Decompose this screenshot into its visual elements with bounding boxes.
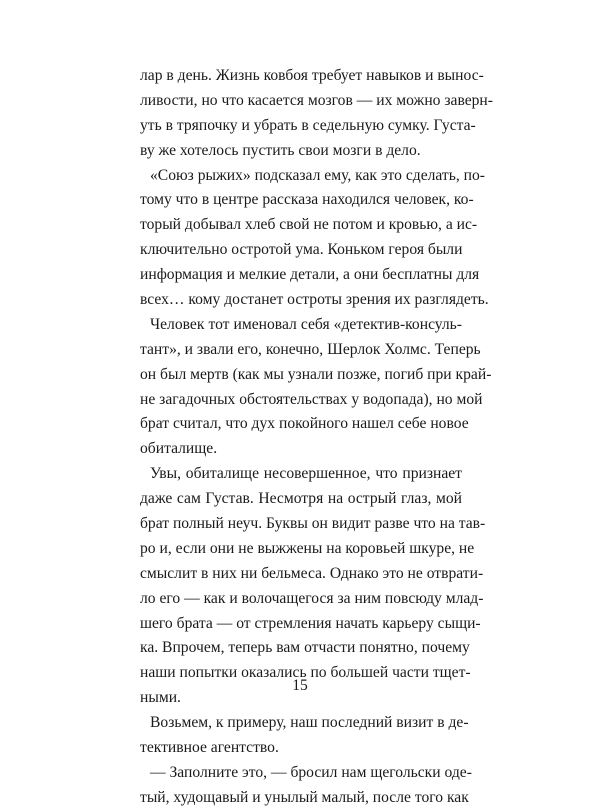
text-line: ливости, но что касается мозгов — их можно заверн- (140, 91, 493, 109)
text-line: брат считал, что дух покойного нашел себе новое (140, 415, 469, 433)
text-line: информация и мелкие детали, а они бесплатны для (140, 266, 480, 284)
text-line: обиталище. (140, 440, 218, 458)
text-line: тый, худощавый и унылый малый, после того как (140, 788, 469, 806)
text-line: ву же хотелось пустить свои мозги в дело. (140, 141, 421, 159)
text-line: даже сам Густав. Несмотря на острый глаз, мой (140, 490, 462, 508)
text-line: ными. (140, 689, 181, 707)
text-line: тант», и звали его, конечно, Шерлок Холмс. Теперь (140, 340, 481, 358)
body-text (140, 64, 493, 811)
text-line: — Заполните это, — бросил нам щегольски оде- (150, 763, 472, 781)
page-number: 15 (292, 677, 308, 694)
text-line: брат полный неуч. Буквы он видит разве что на тав- (140, 515, 486, 533)
text-line: не загадочных обстоятельствах у водопада), но мой (140, 390, 483, 408)
text-line: Возьмем, к примеру, наш последний визит в де- (150, 714, 469, 732)
text-line: ро и, если они не выжжены на коровьей шкуре, не (140, 539, 475, 557)
text-line: «Союз рыжих» подсказал ему, как это сделать, по- (150, 166, 485, 184)
text-line: тективное агентство. (140, 739, 279, 757)
text-line: он был мертв (как мы узнали позже, погиб при край- (140, 365, 492, 383)
text-line: ло его — как и волочащегося за ним повсюду млад- (140, 589, 484, 607)
text-line: Увы, обиталище несовершенное, что признает (150, 465, 462, 483)
text-line: шего брата — от стремления начать карьеру сыщи- (140, 614, 481, 632)
text-line: ка. Впрочем, теперь вам отчасти понятно, почему (140, 639, 470, 657)
text-line: ключительно остротой ума. Коньком героя были (140, 241, 463, 259)
text-line: Человек тот именовал себя «детектив-консуль- (150, 315, 462, 333)
text-line: всех… кому достанет остроты зрения их разглядеть. (140, 291, 489, 309)
text-line: смыслит в них ни бельмеса. Однако это не отврати- (140, 564, 484, 582)
text-line: торый добывал хлеб свой не потом и кровью, а ис- (140, 216, 478, 234)
text-line: лар в день. Жизнь ковбоя требует навыков и вынос- (140, 67, 484, 84)
text-line: уть в тряпочку и убрать в седельную сумку. Густа- (140, 116, 476, 134)
text-line: тому что в центре рассказа находился человек, ко- (140, 191, 474, 209)
text-line: наши попытки оказались по большей части тщет- (140, 664, 471, 682)
